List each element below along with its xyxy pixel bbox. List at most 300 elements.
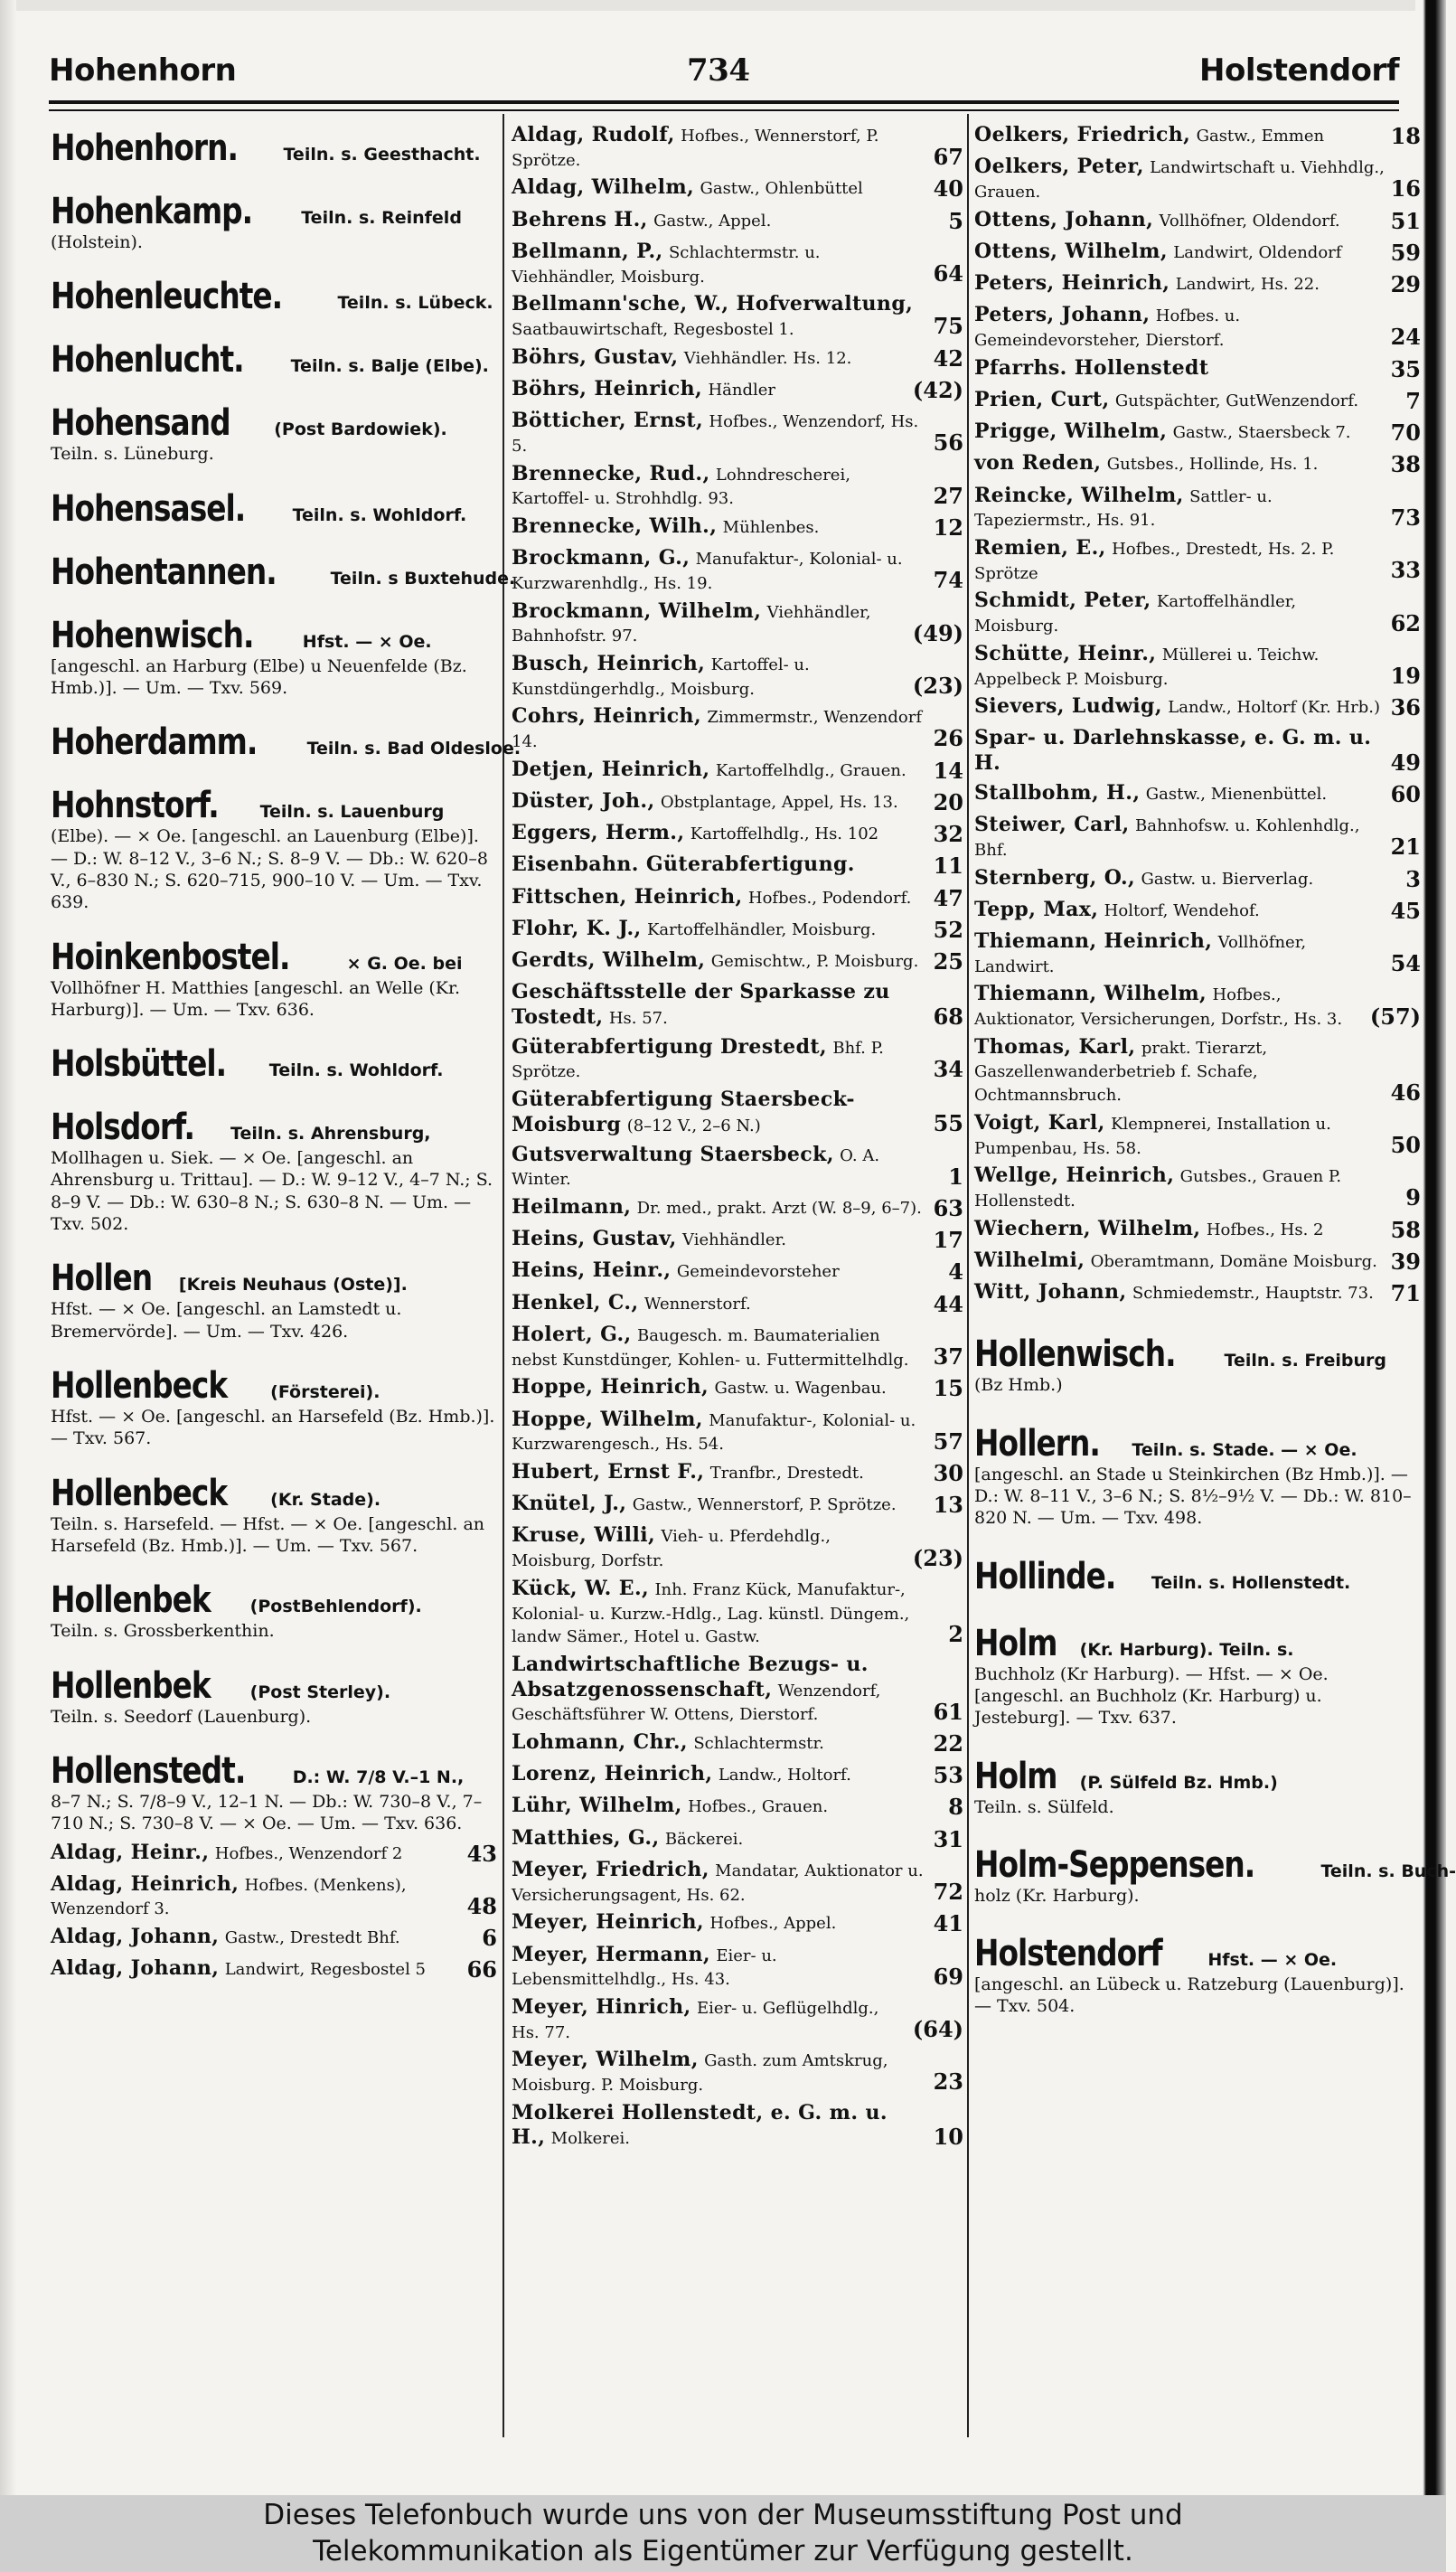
subscriber-details: Bhf. P. Sprötze. (512, 1038, 884, 1082)
place-details: Teiln. s. Grossberkenthin. (51, 1621, 275, 1642)
place-info: Teiln. s. Reinfeld (301, 208, 462, 228)
footer-notice (0, 2495, 1446, 2572)
subscriber-details: Viehhändler. Hs. 12. (683, 348, 852, 368)
subscriber-details: (8–12 V., 2–6 N.) (626, 1116, 761, 1135)
subscriber-details: Gastw., Ohlenbüttel (700, 179, 863, 199)
phone-number: 21 (1390, 834, 1421, 861)
phone-number: 37 (933, 1343, 963, 1371)
subscriber-details: Oberamtmann, Domäne Moisburg. (1090, 1251, 1377, 1271)
subscriber-entry (974, 1164, 1421, 1211)
place-name: Hohnstorf. (51, 785, 219, 827)
subscriber-entry (974, 1035, 1421, 1107)
subscriber-entry (512, 1858, 963, 1906)
place-details: (Holstein). (51, 232, 143, 252)
phone-number: 73 (1390, 504, 1421, 531)
subscriber-name: Thiemann, Heinrich, (974, 928, 1213, 953)
place-name: Holstendorf (974, 1933, 1162, 1975)
place-entry (51, 489, 497, 529)
subscriber-details: Landwirtschaft u. Viehhdlg., Grauen. (974, 158, 1385, 202)
place-info: (Post Sterley). (249, 1682, 391, 1702)
subscriber-details: Gemeindevorsteher (676, 1262, 840, 1282)
place-entry (51, 1107, 497, 1235)
footer-line-1: Dieses Telefonbuch wurde uns von der Museumsstiftung Post und (263, 2499, 1183, 2531)
subscriber-name: Ottens, Johann, (974, 207, 1154, 231)
subscriber-name: Heilmann, (512, 1194, 632, 1219)
subscriber-name: Aldag, Wilhelm, (512, 175, 695, 200)
phone-number: 56 (933, 429, 963, 457)
subscriber-name: Prigge, Wilhelm, (974, 419, 1168, 444)
subscriber-entry (512, 1460, 963, 1487)
place-name: Hollenbek (51, 1664, 211, 1707)
phone-number: 48 (466, 1892, 497, 1919)
place-name: Hollenbek (51, 1579, 211, 1622)
subscriber-entry (512, 652, 963, 700)
subscriber-name: Eggers, Herm., (512, 821, 685, 845)
subscriber-name: Landwirtschaftliche Bezugs- u. Absatzgenossenschaft, (512, 1652, 869, 1701)
subscriber-entry (512, 1195, 963, 1222)
subscriber-name: Witt, Johann, (974, 1280, 1127, 1305)
phone-number: 24 (1390, 324, 1421, 351)
subscriber-name: Matthies, G., (512, 1825, 660, 1850)
subscriber-entry (512, 123, 963, 171)
place-entry (51, 786, 497, 913)
subscriber-details: Landwirt, Hs. 22. (1175, 275, 1320, 295)
subscriber-name: Remien, E., (974, 536, 1106, 561)
place-name: Holm (974, 1622, 1057, 1664)
subscriber-entry (512, 1143, 963, 1191)
subscriber-details: Kartoffelhdlg., Grauen. (715, 760, 906, 780)
subscriber-details: Viehhändler. (682, 1230, 786, 1250)
subscriber-name: Aldag, Johann, (51, 1925, 220, 1949)
phone-number: 32 (933, 821, 963, 848)
place-name: Hollenwisch. (974, 1333, 1176, 1376)
subscriber-name: Oelkers, Peter, (974, 155, 1144, 179)
place-info: (Kr. Stade). (270, 1489, 381, 1510)
subscriber-details: prakt. Tierarzt, Gaszellenwanderbetrieb f. Schafe, Ochtmannsbruch. (974, 1038, 1268, 1106)
subscriber-name: Aldag, Heinr., (51, 1840, 210, 1864)
place-entry (51, 192, 497, 253)
place-details: [angeschl. an Lübeck u. Ratzeburg (Lauenburg)]. — Txv. 504. (974, 1974, 1404, 2017)
phone-number: 33 (1390, 557, 1421, 584)
place-entry (974, 1757, 1421, 1818)
subscriber-name: Heins, Gustav, (512, 1227, 677, 1251)
subscriber-entry (512, 1088, 963, 1137)
subscriber-name: Lühr, Wilhelm, (512, 1794, 682, 1818)
phone-number: 38 (1390, 451, 1421, 478)
place-entry (974, 1424, 1421, 1530)
phone-number: 39 (1390, 1248, 1421, 1275)
subscriber-name: Geschäftsstelle der Sparkasse zu Tostedt, (512, 980, 890, 1030)
subscriber-name: Wiechern, Wilhelm, (974, 1216, 1201, 1240)
subscriber-details: Molkerei. (550, 2129, 630, 2149)
subscriber-details: Lohndrescherei, Kartoffel- u. Strohhdlg. 93. (512, 465, 850, 509)
header-rule (49, 100, 1399, 104)
subscriber-entry (974, 866, 1421, 893)
subscriber-entry (512, 2101, 963, 2151)
subscriber-entry (512, 240, 963, 287)
subscriber-name: Böhrs, Gustav, (512, 344, 679, 369)
subscriber-name: Aldag, Heinrich, (51, 1871, 240, 1896)
subscriber-details: Kartoffel- u. Kunstdüngerhdlg., Moisburg. (512, 655, 810, 699)
subscriber-details: Schlachtermstr. u. Viehhändler, Moisburg. (512, 242, 821, 287)
place-info: (Försterei). (270, 1382, 380, 1402)
phone-number: 52 (933, 916, 963, 943)
place-info: (PostBehlendorf). (249, 1597, 422, 1617)
place-details: 8–7 N.; S. 7/8–9 V., 12–1 N. — Db.: W. 730–8 V., 7–710 N.; S. 730–8 V. — × Oe. — Um. — Txv. 636. (51, 1791, 483, 1834)
subscriber-name: Schütte, Heinr., (974, 641, 1157, 665)
subscriber-entry (974, 240, 1421, 267)
subscriber-name: Kruse, Willi, (512, 1523, 656, 1548)
subscriber-details: Gastw., Drestedt Bhf. (224, 1928, 400, 1948)
phone-number: (49) (912, 619, 963, 646)
subscriber-details: Hofbes., Grauen. (688, 1797, 829, 1817)
phone-number: 53 (933, 1762, 963, 1789)
phone-number: 16 (1390, 175, 1421, 203)
subscriber-entry (974, 813, 1421, 861)
subscriber-entry (512, 1408, 963, 1456)
phone-number: 18 (1390, 123, 1421, 149)
subscriber-name: Reincke, Wilhelm, (974, 483, 1184, 507)
phone-number: 9 (1405, 1184, 1421, 1211)
place-info: × G. Oe. bei (346, 953, 463, 974)
phone-number: 66 (466, 1956, 497, 1983)
subscriber-details: Gastw., Mienenbüttel. (1145, 784, 1328, 804)
place-name: Hollenstedt. (51, 1749, 246, 1792)
subscriber-entry (974, 589, 1421, 636)
subscriber-name: Güterabfertigung Staersbeck-Moisburg (512, 1088, 855, 1136)
subscriber-details: Hofbes., Wenzendorf 2 (214, 1843, 403, 1863)
subscriber-details: Sattler- u. Tapeziermstr., Hs. 91. (974, 486, 1273, 531)
phone-number: 43 (466, 1840, 497, 1867)
subscriber-entry (974, 898, 1421, 925)
place-name: Holsbüttel. (51, 1043, 227, 1086)
subscriber-entry (512, 1826, 963, 1853)
phone-number: 75 (933, 313, 963, 340)
page-edge-top (0, 0, 1446, 11)
column-divider (503, 114, 504, 2437)
phone-number: 63 (933, 1194, 963, 1221)
phone-number: 1 (948, 1163, 963, 1190)
subscriber-entry (512, 546, 963, 594)
subscriber-details: Manufaktur-, Kolonial- u. Kurzwarenhdlg., Hs. 19. (512, 550, 903, 593)
place-entry (974, 1843, 1456, 1907)
subscriber-name: Lohmann, Chr., (512, 1729, 688, 1754)
subscriber-name: Pfarrhs. Hollenstedt (974, 355, 1209, 380)
place-info: Teiln. s. Lübeck. (337, 293, 493, 314)
subscriber-name: Molkerei Hollenstedt, e. G. m. u. H., (512, 2100, 888, 2150)
listing-column-2 (512, 123, 963, 2437)
subscriber-name: Hoppe, Wilhelm, (512, 1407, 703, 1431)
phone-number: 22 (933, 1729, 963, 1757)
place-name: Hohenhorn. (51, 127, 238, 169)
phone-number: 8 (948, 1794, 963, 1821)
subscriber-name: Holert, G., (512, 1322, 632, 1346)
place-details: Mollhagen u. Siek. — × Oe. [angeschl. an Ahrensburg u. Trittau]. — D.: W. 9–12 V., 4–7 N.; S. 8–9 V. — Db.: W. 630–8 N.; S. 630–8 N. — Um. — Txv. 502. (51, 1148, 493, 1235)
subscriber-name: Tepp, Max, (974, 897, 1099, 921)
phone-number: 72 (933, 1879, 963, 1906)
subscriber-details: Landwirt, Oldendorf (1173, 242, 1342, 262)
subscriber-details: Hofbes., Hs. 2 (1206, 1220, 1324, 1239)
place-info: Hfst. — × Oe. (1207, 1950, 1338, 1971)
place-entry (974, 1934, 1421, 2018)
subscriber-entry (512, 1523, 963, 1571)
place-details: [angeschl. an Harburg (Elbe) u Neuenfelde (Bz. Hmb.)]. — Um. — Txv. 569. (51, 655, 467, 698)
subscriber-name: Meyer, Hinrich, (512, 1994, 691, 2019)
subscriber-name: von Reden, (974, 451, 1102, 476)
subscriber-entry (512, 1375, 963, 1402)
place-info: Teiln. s. Stade. — × Oe. (1132, 1439, 1357, 1460)
phone-number: 49 (1390, 749, 1421, 776)
place-entry (51, 1474, 497, 1558)
phone-number: 47 (933, 884, 963, 911)
subscriber-entry (512, 1653, 963, 1726)
subscriber-name: Gutsverwaltung Staersbeck, (512, 1142, 834, 1166)
place-details: Buchholz (Kr Harburg). — Hfst. — × Oe. [angeschl. an Buchholz (Kr. Harburg) u. Jesteburg]. — Txv. 637. (974, 1663, 1329, 1729)
subscriber-details: Vieh- u. Pferdehdlg., Moisburg, Dorfstr. (512, 1527, 831, 1571)
running-head-left: Hohenhorn (49, 52, 237, 89)
place-name: Hoinkenbostel. (51, 936, 290, 978)
phone-number: 51 (1390, 207, 1421, 234)
subscriber-name: Knütel, J., (512, 1492, 627, 1516)
place-name: Hohentannen. (51, 551, 277, 593)
place-info: [Kreis Neuhaus (Oste)]. (178, 1275, 408, 1295)
phone-number: 4 (948, 1258, 963, 1286)
phone-number: 42 (933, 344, 963, 372)
phone-number: 15 (933, 1375, 963, 1402)
subscriber-details: Schmiedemstr., Hauptstr. 73. (1132, 1284, 1374, 1304)
place-name: Hollen (51, 1258, 153, 1300)
subscriber-details: Gastw., Emmen (1196, 127, 1325, 146)
place-info: D.: W. 7/8 V.–1 N., (292, 1766, 465, 1787)
phone-number: 74 (933, 567, 963, 594)
subscriber-details: Gastw. u. Wagenbau. (714, 1379, 887, 1399)
phone-number: 50 (1390, 1131, 1421, 1158)
subscriber-name: Ottens, Wilhelm, (974, 239, 1168, 263)
subscriber-details: Hofbes., Auktionator, Versicherungen, Dorfstr., Hs. 3. (974, 985, 1343, 1030)
subscriber-entry (974, 451, 1421, 478)
subscriber-entry (974, 726, 1421, 776)
subscriber-name: Gerdts, Wilhelm, (512, 948, 706, 973)
subscriber-entry (974, 1111, 1421, 1159)
place-entry (51, 1751, 497, 1835)
place-info: (Kr. Harburg). Teiln. s. (1079, 1639, 1294, 1660)
subscriber-entry (512, 208, 963, 235)
place-entry (974, 1624, 1421, 1729)
subscriber-details: Obstplantage, Appel, Hs. 13. (660, 792, 898, 812)
phone-number: 2 (948, 1620, 963, 1647)
place-name: Hollenbeck (51, 1472, 228, 1514)
phone-number: (42) (912, 376, 963, 403)
phone-number: 55 (933, 1110, 963, 1137)
subscriber-entry (974, 1280, 1421, 1307)
subscriber-details: Vollhöfner, Oldendorf. (1159, 211, 1340, 231)
phone-number: 13 (933, 1492, 963, 1519)
phone-number: (23) (912, 673, 963, 700)
subscriber-entry (974, 929, 1421, 977)
subscriber-name: Hoppe, Heinrich, (512, 1375, 709, 1399)
phone-number: 19 (1390, 662, 1421, 689)
subscriber-entry (512, 917, 963, 944)
place-name: Hohensand (51, 402, 230, 445)
place-info: Hfst. — × Oe. (302, 631, 432, 652)
place-info: Teiln. s. Lauenburg (259, 802, 445, 823)
place-info: Teiln. s. Buch- (1320, 1861, 1456, 1881)
subscriber-entry (512, 1910, 963, 1937)
subscriber-details: Hofbes., Podendorf. (747, 888, 912, 908)
place-name: Hohenleuchte. (51, 276, 283, 318)
place-info: (Post Bardowiek). (274, 419, 447, 440)
subscriber-details: Holtorf, Wendehof. (1104, 900, 1260, 920)
subscriber-name: Spar- u. Darlehnskasse, e. G. m. u. H. (974, 726, 1372, 776)
place-details: holz (Kr. Harburg). (974, 1885, 1140, 1906)
subscriber-name: Brennecke, Wilh., (512, 513, 718, 538)
place-entry (51, 340, 497, 380)
place-entry (974, 1334, 1421, 1396)
subscriber-entry (512, 1227, 963, 1254)
subscriber-name: Prien, Curt, (974, 387, 1110, 411)
subscriber-entry (512, 345, 963, 372)
place-name: Hohenwisch. (51, 614, 254, 656)
phone-number: 62 (1390, 609, 1421, 636)
subscriber-name: Wellge, Heinrich, (974, 1164, 1175, 1188)
subscriber-details: Landw., Holtorf (Kr. Hrb.) (1168, 698, 1380, 718)
subscriber-entry (974, 642, 1421, 690)
subscriber-name: Bötticher, Ernst, (512, 409, 704, 433)
subscriber-name: Wilhelmi, (974, 1248, 1085, 1272)
place-details: Hfst. — × Oe. [angeschl. an Harsefeld (Bz. Hmb.)]. — Txv. 567. (51, 1407, 495, 1449)
phone-number: 41 (933, 1910, 963, 1937)
subscriber-name: Heins, Heinr., (512, 1258, 672, 1283)
place-details: (Elbe). — × Oe. [angeschl. an Lauenburg (Elbe)]. — D.: W. 8–12 V., 3–6 N.; S. 8–9 V. — Db.: W. 620–8 V., 6–830 N.; S. 620–715, 900–10 V. — Um. — Txv. 639. (51, 826, 488, 913)
place-name: Holsdorf. (51, 1107, 195, 1149)
phone-number: 57 (933, 1427, 963, 1455)
subscriber-name: Kück, W. E., (512, 1576, 650, 1600)
subscriber-details: Gutsbes., Hollinde, Hs. 1. (1106, 455, 1319, 475)
subscriber-name: Brennecke, Rud., (512, 461, 710, 485)
subscriber-entry (512, 821, 963, 848)
subscriber-details: Hofbes., Wennerstorf, P. Sprötze. (512, 127, 879, 170)
subscriber-name: Böhrs, Heinrich, (512, 376, 703, 400)
subscriber-entry (512, 292, 963, 340)
subscriber-details: Gastw., Staersbeck 7. (1172, 423, 1351, 443)
subscriber-details: Eier- u. Geflügelhdlg., Hs. 77. (512, 1998, 879, 2042)
subscriber-entry (512, 789, 963, 816)
subscriber-name: Behrens H., (512, 207, 648, 231)
subscriber-name: Bellmann'sche, W., Hofverwaltung, (512, 292, 914, 316)
subscriber-name: Meyer, Hermann, (512, 1942, 710, 1966)
place-details: Teiln. s. Harsefeld. — Hfst. — × Oe. [angeschl. an Harsefeld (Bz. Hmb.)]. — Um. — Txv. 567. (51, 1513, 485, 1556)
subscriber-entry (512, 948, 963, 975)
column-divider (967, 114, 969, 2437)
subscriber-name: Henkel, C., (512, 1290, 639, 1314)
subscriber-name: Peters, Heinrich, (974, 271, 1170, 296)
subscriber-entry (512, 377, 963, 404)
subscriber-details: Hofbes., Drestedt, Hs. 2. P. Sprötze (974, 540, 1335, 583)
place-name: Hollenbeck (51, 1365, 228, 1407)
subscriber-entry (974, 419, 1421, 447)
subscriber-entry (974, 982, 1421, 1030)
subscriber-name: Lorenz, Heinrich, (512, 1762, 713, 1786)
phone-number: 54 (1390, 950, 1421, 977)
subscriber-entry (512, 980, 963, 1030)
phone-number: 44 (933, 1290, 963, 1317)
place-info: Teiln. s. Ahrensburg, (230, 1124, 431, 1145)
subscriber-entry (974, 1217, 1421, 1244)
place-name: Hollinde. (974, 1555, 1116, 1597)
phone-number: 69 (933, 1963, 963, 1990)
phone-number: 6 (482, 1925, 497, 1952)
listing-column-1 (51, 123, 521, 2437)
place-entry (51, 937, 497, 1022)
subscriber-entry (512, 1291, 963, 1318)
page-edge-left (0, 0, 16, 2495)
subscriber-details: Dr. med., prakt. Arzt (W. 8–9, 6–7). (636, 1198, 922, 1218)
phone-number: (57) (1369, 1003, 1421, 1030)
phone-number: 35 (1390, 355, 1421, 382)
place-info: Teiln. s. Hollenstedt. (1151, 1572, 1351, 1593)
subscriber-name: Düster, Joh., (512, 788, 655, 813)
phone-number: 58 (1390, 1216, 1421, 1243)
subscriber-details: Bahnhofsw. u. Kohlenhdlg., Bhf. (974, 816, 1360, 860)
subscriber-details: Inh. Franz Kück, Manufaktur-, Kolonial- u. Kurzw.-Hdlg., Lag. künstl. Düngem., landw Sämer., Hotel u. Gastw. (512, 1579, 910, 1647)
place-entry (51, 1580, 497, 1642)
subscriber-name: Meyer, Heinrich, (512, 1910, 704, 1935)
subscriber-entry (512, 758, 963, 785)
place-name: Hoherdamm. (51, 721, 258, 764)
subscriber-name: Detjen, Heinrich, (512, 757, 710, 781)
phone-number: 64 (933, 260, 963, 287)
phone-number: 70 (1390, 419, 1421, 447)
subscriber-name: Schmidt, Peter, (974, 589, 1151, 613)
subscriber-entry (974, 536, 1421, 584)
phone-number: 67 (933, 144, 963, 171)
subscriber-details: Gasth. zum Amtskrug, Moisburg. P. Moisburg. (512, 2051, 888, 2096)
place-details: Teiln. s. Sülfeld. (974, 1796, 1114, 1817)
subscriber-entry (512, 1492, 963, 1519)
subscriber-details: Kartoffelhändler, Moisburg. (646, 919, 877, 939)
subscriber-details: Hofbes. (Menkens), Wenzendorf 3. (51, 1875, 407, 1919)
place-entry (51, 551, 516, 593)
subscriber-details: Saatbauwirtschaft, Regesbostel 1. (512, 319, 794, 339)
phone-number: 14 (933, 757, 963, 784)
subscriber-entry (974, 123, 1421, 150)
phone-number: (64) (912, 2016, 963, 2043)
place-info: Teiln. s. Wohldorf. (292, 504, 467, 525)
subscriber-entry (512, 1577, 963, 1648)
phone-number: 68 (933, 1003, 963, 1030)
subscriber-entry (512, 2048, 963, 2096)
place-name: Hohenkamp. (51, 191, 253, 232)
phone-number: 61 (933, 1698, 963, 1725)
running-head-right: Holstendorf (1199, 52, 1399, 89)
subscriber-details: Landwirt, Regesbostel 5 (224, 1960, 426, 1980)
phone-number: 27 (933, 482, 963, 509)
subscriber-details: Gutsbes., Grauen P. Hollenstedt. (974, 1167, 1342, 1211)
phone-number: 59 (1390, 239, 1421, 266)
subscriber-details: O. A. Winter. (512, 1145, 880, 1190)
subscriber-entry (512, 1794, 963, 1821)
subscriber-details: Manufaktur-, Kolonial- u. Kurzwarengesch., Hs. 54. (512, 1410, 916, 1455)
phone-number: 20 (933, 788, 963, 815)
subscriber-entry (512, 175, 963, 203)
place-entry (51, 616, 497, 700)
subscriber-name: Aldag, Rudolf, (512, 123, 675, 146)
place-entry (51, 403, 497, 465)
subscriber-details: Mühlenbes. (722, 517, 820, 537)
place-entry (51, 1258, 497, 1343)
subscriber-entry (512, 1035, 963, 1083)
subscriber-details: Kartoffelhändler, Moisburg. (974, 592, 1297, 636)
